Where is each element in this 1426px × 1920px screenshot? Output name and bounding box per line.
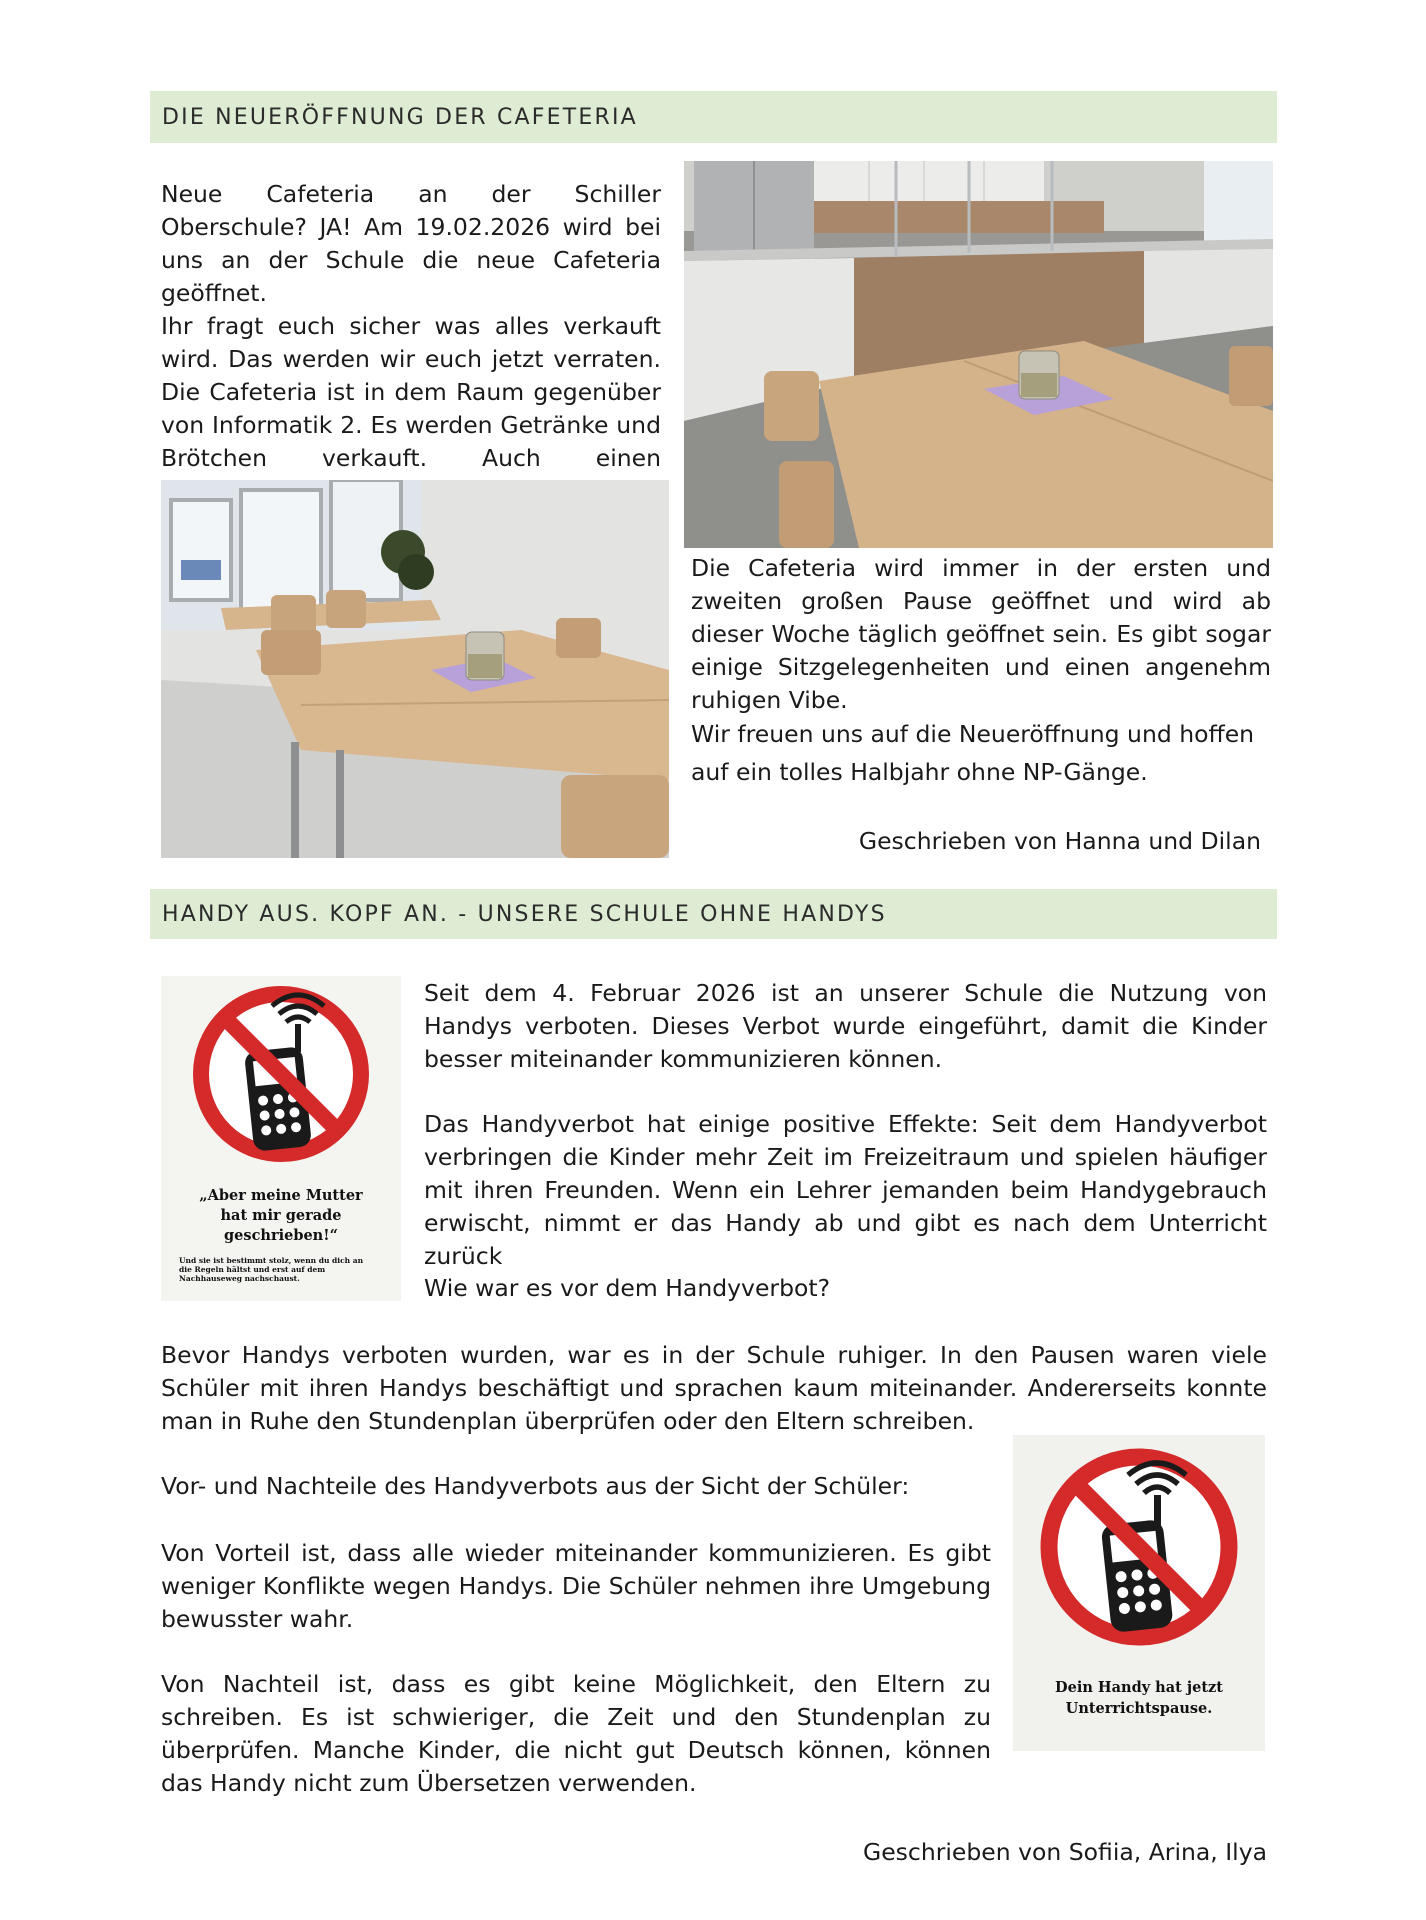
no-phone-sign-pause: [1013, 1435, 1265, 1751]
cafeteria-intro: Neue Cafeteria an der Schiller Oberschule? JA! Am 19.02.2026 wird bei uns an der Schule die neue Cafeteria geöffnet.: [161, 180, 661, 307]
no-phone-icon: [1013, 1447, 1265, 1657]
cafeteria-seating-photo: [161, 480, 669, 858]
no-phone-sign-mother: [161, 976, 401, 1301]
cafeteria-byline: Geschrieben von Hanna und Dilan: [858, 827, 1261, 855]
handy-para-effects: Das Handyverbot hat einige positive Effekte: Seit dem Handyverbot verbringen die Kinder mehr Zeit im Freizeitraum und spielen häufiger mit ihren Freunden. Wenn ein Lehrer jemanden beim Handygebrauch erwischt, nimmt er das Handy ab und gibt es nach dem Unterricht zurück: [424, 1110, 1267, 1270]
section-heading-text: HANDY AUS. KOPF AN. - UNSERE SCHULE OHNE HANDYS: [162, 902, 887, 927]
no-phone-icon: [161, 984, 401, 1174]
sign-caption: „Aber meine Mutter hat mir gerade geschrieben!“: [199, 1187, 363, 1244]
handy-para-cons: Von Nachteil ist, dass es gibt keine Möglichkeit, den Eltern zu schreiben. Es ist schwieriger, die Zeit und den Stundenplan zu überprüfen. Manche Kinder, die nicht gut Deutsch können, können das Handy nicht zum Übersetzen verwenden.: [161, 1670, 991, 1797]
section-heading-cafeteria: [150, 91, 1277, 143]
cafeteria-para-closing: Wir freuen uns auf die Neueröffnung und hoffen auf ein tolles Halbjahr ohne NP-Gänge.: [691, 720, 1255, 786]
handy-byline: Geschrieben von Sofiia, Arina, Ilya: [863, 1838, 1267, 1866]
section-heading-handy: [150, 889, 1277, 939]
sign-small-print: Und sie ist bestimmt stolz, wenn du dich an die Regeln hältst und erst auf dem Nachhauseweg nachschaust.: [179, 1256, 364, 1283]
handy-para-pros: Von Vorteil ist, dass alle wieder miteinander kommunizieren. Es gibt weniger Konflikte wegen Handys. Die Schüler nehmen ihre Umgebung bewusster wahr.: [161, 1539, 991, 1633]
cafeteria-kitchen-photo: [684, 161, 1273, 548]
handy-subheading: Vor- und Nachteile des Handyverbots aus der Sicht der Schüler:: [161, 1472, 910, 1500]
handy-para-intro: Seit dem 4. Februar 2026 ist an unserer Schule die Nutzung von Handys verboten. Dieses Verbot wurde eingeführt, damit die Kinder besser miteinander kommunizieren können.: [424, 979, 1267, 1073]
handy-para-before: Bevor Handys verboten wurden, war es in der Schule ruhiger. In den Pausen waren viele Schüler mit ihren Handys beschäftigt und sprachen kaum miteinander. Andererseits konnte man in Ruhe den Stundenplan überprüfen oder den Eltern schreiben.: [161, 1341, 1267, 1435]
handy-question: Wie war es vor dem Handyverbot?: [424, 1274, 831, 1302]
cafeteria-para-offer: Ihr fragt euch sicher was alles verkauft wird. Das werden wir euch jetzt verraten. Die Cafeteria ist in dem Raum gegenüber von Informatik 2. Es werden Getränke und Brötchen verkauft. Auch einen: [161, 312, 661, 472]
cafeteria-para-hours: Die Cafeteria wird immer in der ersten und zweiten großen Pause geöffnet und wird ab dieser Woche täglich geöffnet sein. Es gibt sogar einige Sitzgelegenheiten und einen angenehm ruhigen Vibe.: [691, 554, 1271, 714]
sign-caption: Dein Handy hat jetzt Unterrichtspause.: [1055, 1679, 1223, 1717]
section-heading-text: DIE NEUERÖFFNUNG DER CAFETERIA: [162, 105, 638, 130]
